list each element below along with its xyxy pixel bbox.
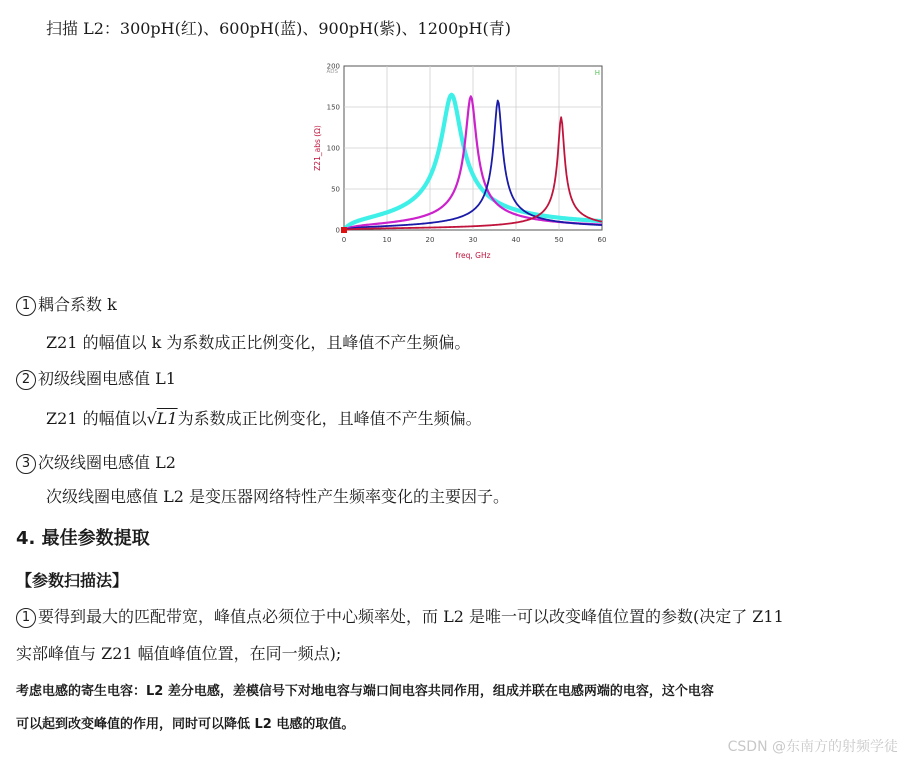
circle-number-2: 2 xyxy=(16,370,36,390)
item-1-desc: Z21 的幅值以 k 为系数成正比例变化，且峰值不产生频偏。 xyxy=(46,333,471,352)
corner-label-right: H xyxy=(594,69,600,77)
section-title: 4. 最佳参数提取 xyxy=(16,528,150,549)
y-axis-label: Z21_abs (Ω) xyxy=(313,125,322,171)
item-3-heading xyxy=(16,450,176,474)
sqrt-l1-radicand: L1 xyxy=(156,409,178,428)
sqrt-l1: √L1 xyxy=(146,409,178,428)
item-2-heading xyxy=(16,366,176,390)
y-tick-label: 50 xyxy=(331,185,340,194)
x-tick-label: 60 xyxy=(597,236,607,244)
watermark: CSDN @东南方的射频学徒 xyxy=(727,739,898,755)
y-tick-label: 200 xyxy=(326,62,340,71)
x-tick-label: 0 xyxy=(341,236,347,244)
item-2-desc-post: 为系数成正比例变化，且峰值不产生频偏。 xyxy=(177,409,482,428)
x-tick-label: 50 xyxy=(554,236,564,244)
item-3-desc: 次级线圈电感值 L2 是变压器网络特性产生频率变化的主要因子。 xyxy=(46,487,509,506)
item-3-title: 次级线圈电感值 L2 xyxy=(38,453,176,472)
x-tick-label: 20 xyxy=(425,236,435,244)
note-line1: 考虑电感的寄生电容：L2 差分电感，差模信号下对地电容与端口间电容共同作用，组成并联在电感两端的电容，这个电容 xyxy=(16,684,714,699)
y-tick-label: 0 xyxy=(335,226,340,235)
corner-label-left: ADS xyxy=(326,69,338,75)
item-1-title: 耦合系数 k xyxy=(38,295,117,314)
circle-number-1: 1 xyxy=(16,296,36,316)
y-tick-label: 150 xyxy=(326,103,340,112)
item-1-heading xyxy=(16,292,117,316)
item-2-desc-pre: Z21 的幅值以 xyxy=(46,409,147,428)
origin-marker xyxy=(341,227,347,233)
circle-number-para1: 1 xyxy=(16,608,36,628)
item-2-desc xyxy=(46,406,482,429)
item-2-title: 初级线圈电感值 L1 xyxy=(38,369,176,388)
para1-line1-text: 要得到最大的匹配带宽，峰值点必须位于中心频率处，而 L2 是唯一可以改变峰值位置的参数(决定了 Z11 xyxy=(38,607,784,626)
para1-line2: 实部峰值与 Z21 幅值峰值位置，在同一频点); xyxy=(16,644,342,663)
x-tick-label: 30 xyxy=(468,236,478,244)
para1-line1 xyxy=(16,604,784,628)
y-tick-label: 100 xyxy=(326,144,340,153)
scan-description: 扫描 L2：300pH(红)、600pH(蓝)、900pH(紫)、1200pH(青) xyxy=(46,19,511,38)
z21-chart xyxy=(296,58,616,268)
circle-number-3: 3 xyxy=(16,454,36,474)
method-title: 【参数扫描法】 xyxy=(16,571,129,590)
x-tick-label: 10 xyxy=(382,236,392,244)
note-line2: 可以起到改变峰值的作用，同时可以降低 L2 电感的取值。 xyxy=(16,717,355,732)
x-tick-label: 40 xyxy=(511,236,521,244)
x-axis-label: freq, GHz xyxy=(455,251,491,260)
